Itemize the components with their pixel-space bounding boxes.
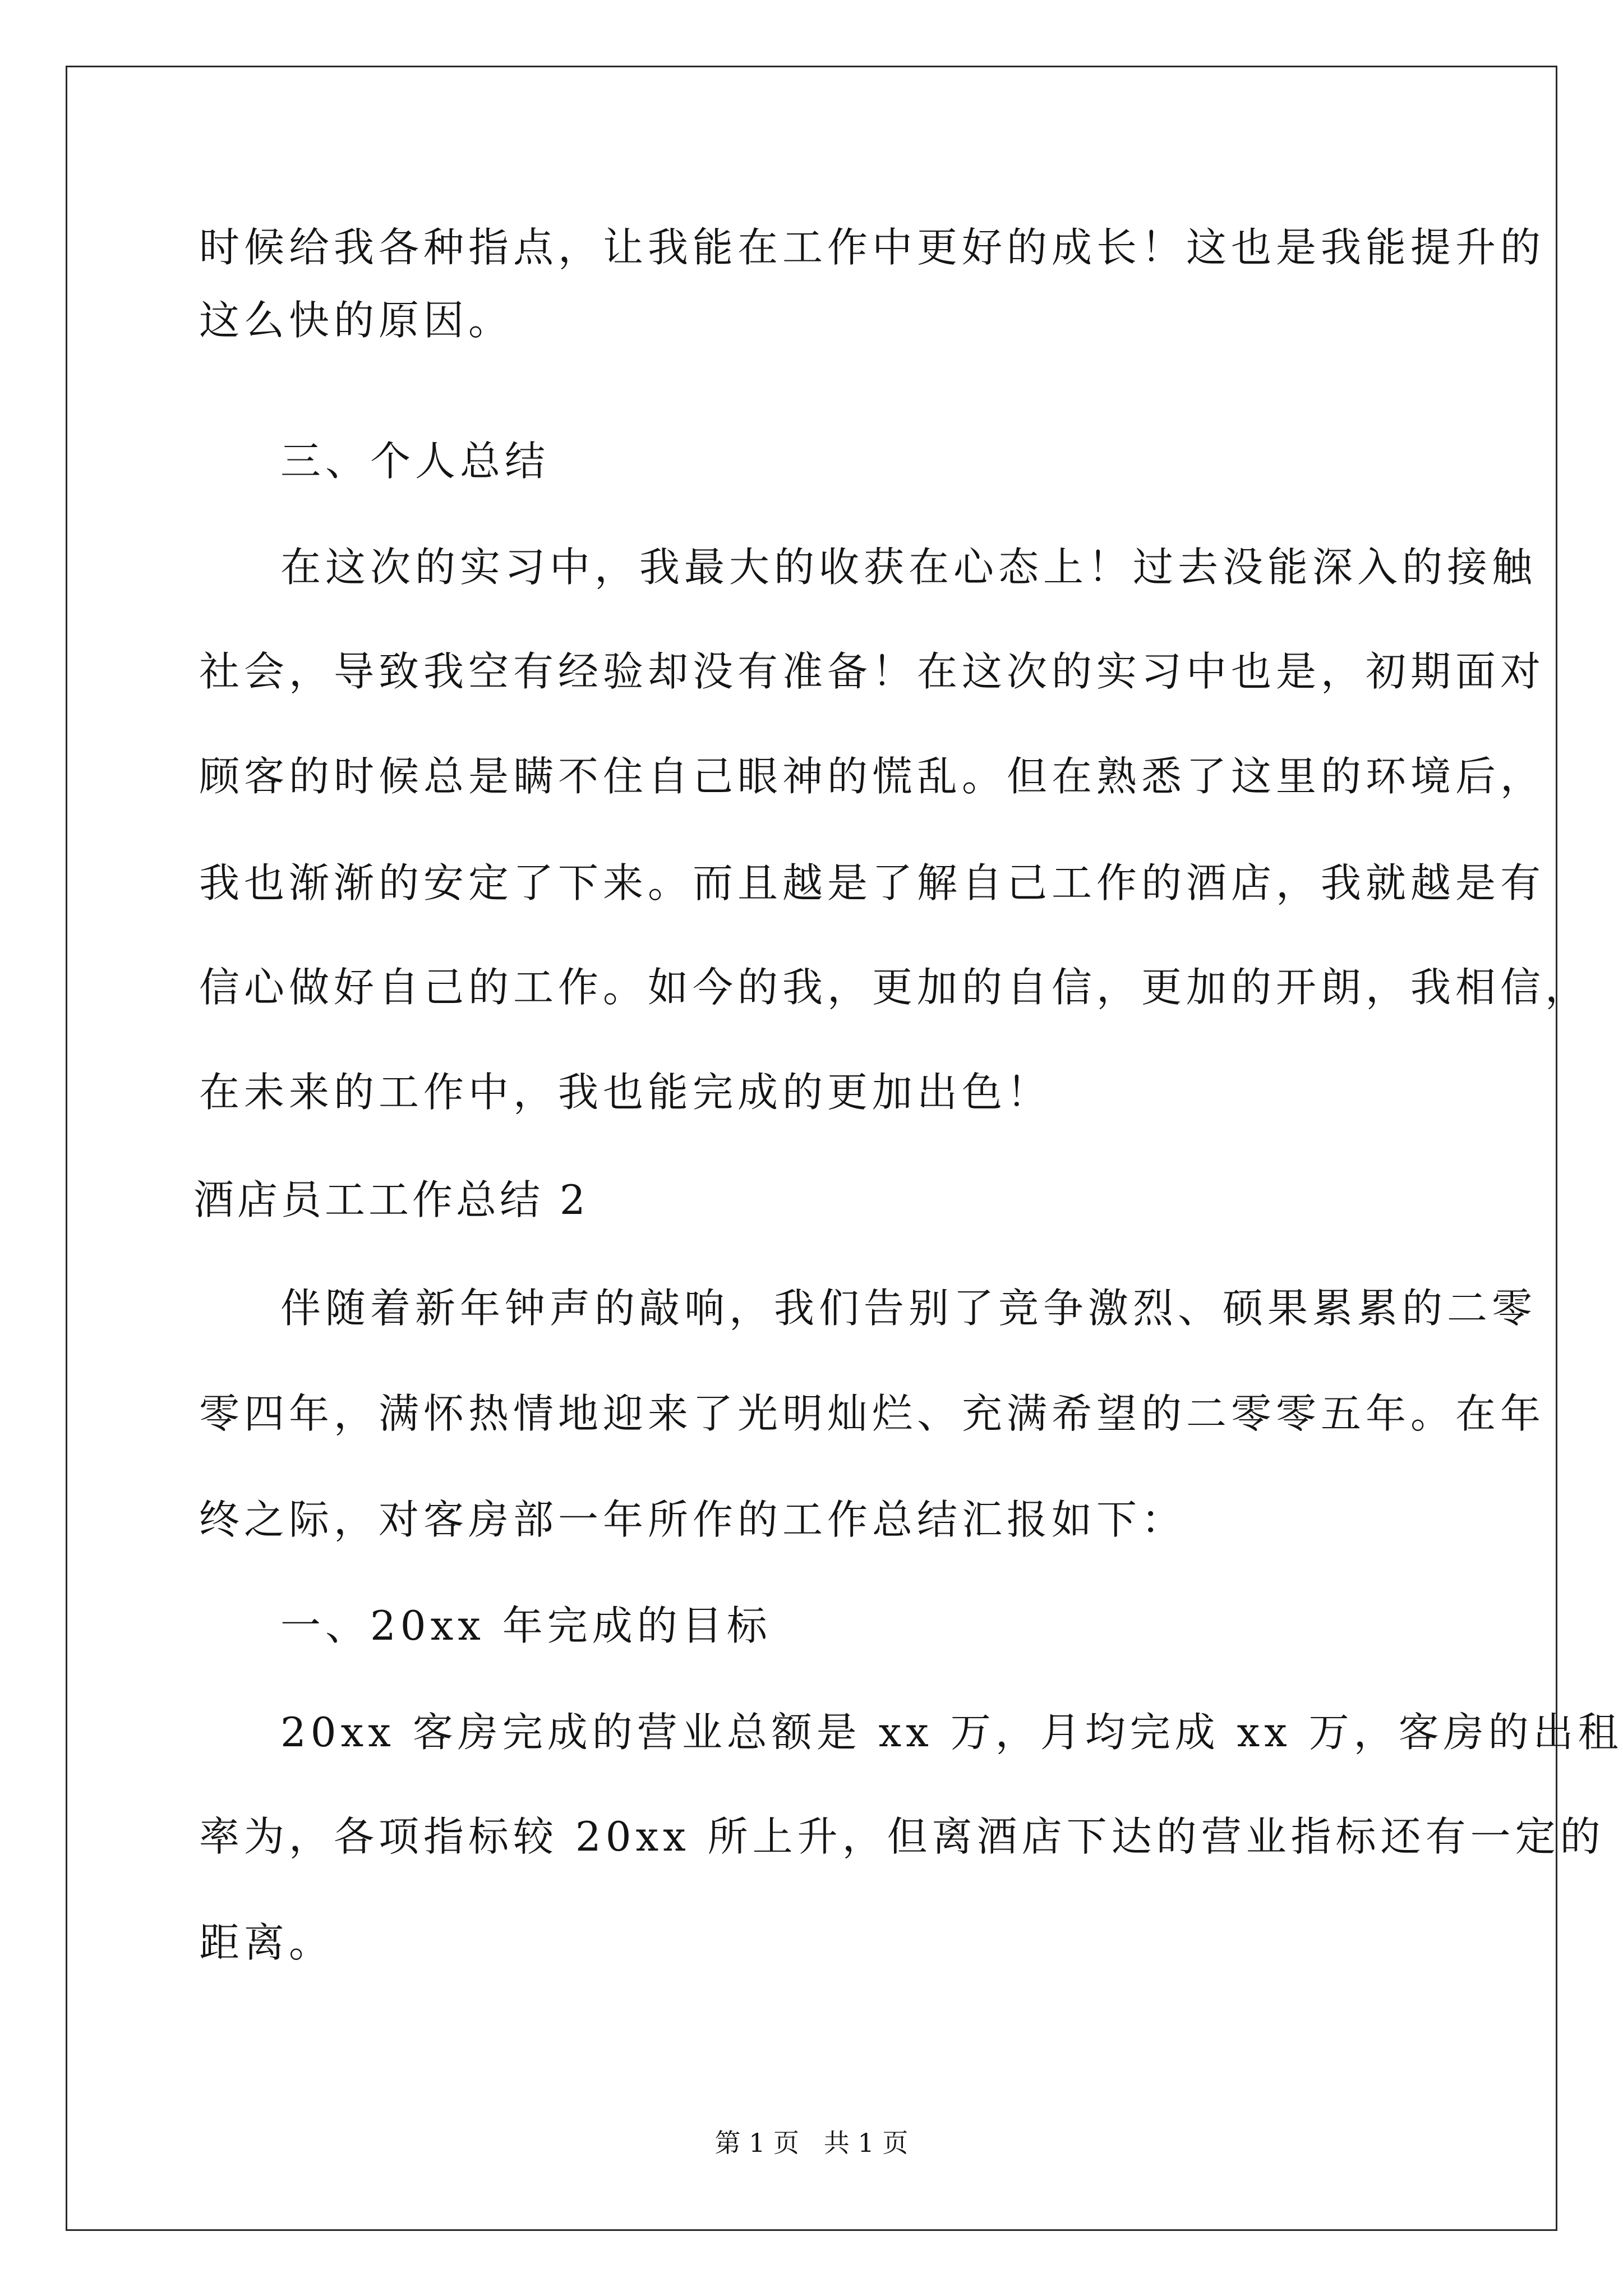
section-heading: 一、20xx 年完成的目标 [280, 1602, 772, 1649]
paragraph-line: 零四年，满怀热情地迎来了光明灿烂、充满希望的二零零五年。在年 [199, 1390, 1546, 1437]
page-footer: 第 1 页 共 1 页 [714, 2128, 909, 2158]
paragraph-line: 顾客的时候总是瞒不住自己眼神的慌乱。但在熟悉了这里的环境后， [199, 753, 1546, 800]
paragraph-line: 20xx 客房完成的营业总额是 xx 万，月均完成 xx 万，客房的出租 [280, 1709, 1623, 1756]
document-title: 酒店员工工作总结 2 [193, 1176, 589, 1223]
paragraph-line: 信心做好自己的工作。如今的我，更加的自信，更加的开朗，我相信， [199, 964, 1590, 1011]
paragraph-line: 在这次的实习中，我最大的收获在心态上！过去没能深入的接触 [280, 544, 1537, 591]
paragraph-line: 终之际，对客房部一年所作的工作总结汇报如下： [199, 1496, 1187, 1543]
paragraph-line: 时候给我各种指点，让我能在工作中更好的成长！这也是我能提升的 [199, 224, 1546, 271]
paragraph-line: 率为，各项指标较 20xx 所上升，但离酒店下达的营业指标还有一定的 [199, 1813, 1605, 1860]
paragraph-line: 伴随着新年钟声的敲响，我们告别了竞争激烈、硕果累累的二零 [280, 1285, 1537, 1332]
paragraph-line: 在未来的工作中，我也能完成的更加出色！ [199, 1069, 1052, 1116]
paragraph-line: 距离。 [199, 1919, 334, 1966]
page-border [66, 66, 1557, 2231]
paragraph-line: 这么快的原因。 [199, 297, 514, 344]
paragraph-line: 社会，导致我空有经验却没有准备！在这次的实习中也是，初期面对 [199, 648, 1546, 695]
section-heading: 三、个人总结 [280, 438, 550, 485]
paragraph-line: 我也渐渐的安定了下来。而且越是了解自己工作的酒店，我就越是有 [199, 859, 1546, 907]
